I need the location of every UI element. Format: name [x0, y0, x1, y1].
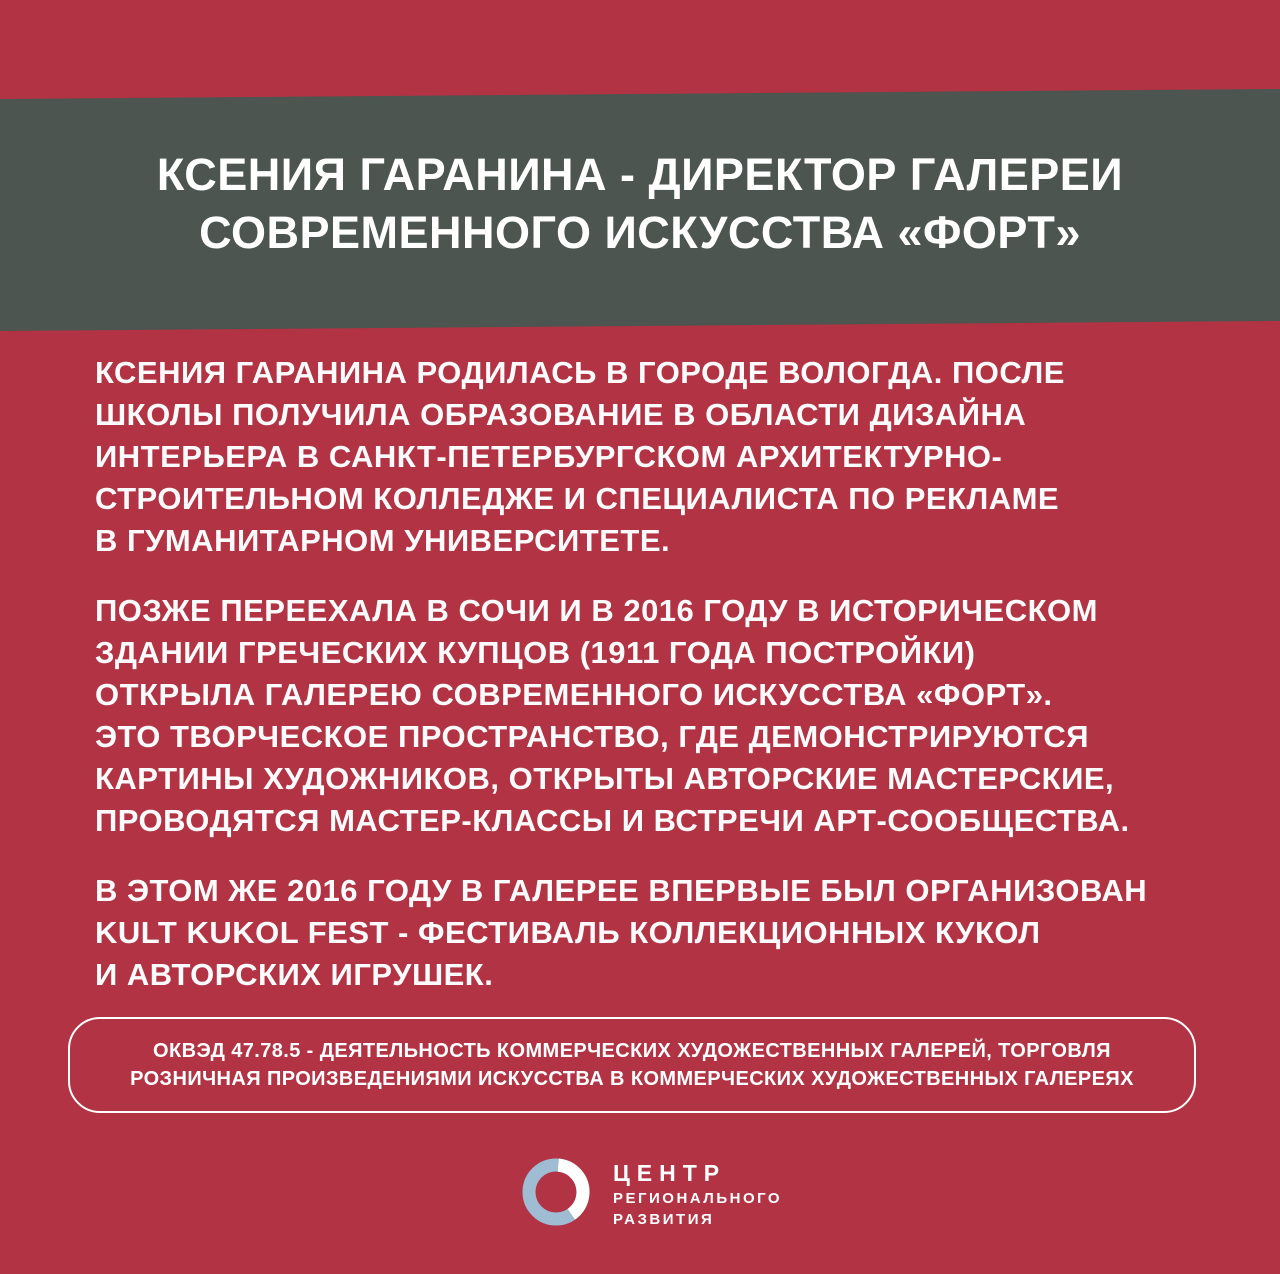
logo-text-line: РЕГИОНАЛЬНОГО	[613, 1190, 783, 1207]
body-line: В ЭТОМ ЖЕ 2016 ГОДУ В ГАЛЕРЕЕ ВПЕРВЫЕ БЫЛ ОРГАНИЗОВАН	[95, 873, 1148, 908]
body-line: И АВТОРСКИХ ИГРУШЕК.	[95, 957, 494, 992]
body-line: ЗДАНИИ ГРЕЧЕСКИХ КУПЦОВ (1911 ГОДА ПОСТРОЙКИ)	[95, 635, 976, 670]
body-line: В ГУМАНИТАРНОМ УНИВЕРСИТЕТЕ.	[95, 523, 671, 558]
paragraph-birth-education	[95, 352, 1235, 562]
page-title	[0, 146, 1280, 262]
okved-line: РОЗНИЧНАЯ ПРОИЗВЕДЕНИЯМИ ИСКУССТВА В КОММЕРЧЕСКИХ ХУДОЖЕСТВЕННЫХ ГАЛЕРЕЯХ	[130, 1068, 1134, 1090]
body-line: ПРОВОДЯТСЯ МАСТЕР-КЛАССЫ И ВСТРЕЧИ АРТ-СООБЩЕСТВА.	[95, 803, 1130, 838]
title-line: СОВРЕМЕННОГО ИСКУССТВА «ФОРТ»	[199, 207, 1081, 258]
paragraph-festival	[95, 870, 1235, 996]
center-regional-development-logo	[522, 1158, 782, 1228]
body-line: KULT KUKOL FEST - ФЕСТИВАЛЬ КОЛЛЕКЦИОННЫХ КУКОЛ	[95, 915, 1041, 950]
body-line: ШКОЛЫ ПОЛУЧИЛА ОБРАЗОВАНИЕ В ОБЛАСТИ ДИЗАЙНА	[95, 397, 1027, 432]
body-line: ИНТЕРЬЕРА В САНКТ-ПЕТЕРБУРГСКОМ АРХИТЕКТУРНО-	[95, 439, 1003, 474]
logo-wordmark	[613, 1158, 782, 1228]
logo-text-line: ЦЕНТР	[613, 1160, 727, 1186]
okved-info-box	[68, 1017, 1196, 1113]
biography-text	[95, 352, 1235, 996]
body-line: ПОЗЖЕ ПЕРЕЕХАЛА В СОЧИ И В 2016 ГОДУ В ИСТОРИЧЕСКОМ	[95, 593, 1098, 628]
ring-logo-icon	[522, 1158, 590, 1226]
paragraph-gallery-opening	[95, 590, 1235, 842]
okved-line: ОКВЭД 47.78.5 - ДЕЯТЕЛЬНОСТЬ КОММЕРЧЕСКИХ ХУДОЖЕСТВЕННЫХ ГАЛЕРЕЙ, ТОРГОВЛЯ	[153, 1040, 1111, 1062]
body-line: КСЕНИЯ ГАРАНИНА РОДИЛАСЬ В ГОРОДЕ ВОЛОГДА. ПОСЛЕ	[95, 355, 1065, 390]
logo-text-line: РАЗВИТИЯ	[613, 1211, 715, 1228]
body-line: ЭТО ТВОРЧЕСКОЕ ПРОСТРАНСТВО, ГДЕ ДЕМОНСТРИРУЮТСЯ	[95, 719, 1090, 754]
body-line: КАРТИНЫ ХУДОЖНИКОВ, ОТКРЫТЫ АВТОРСКИЕ МАСТЕРСКИЕ,	[95, 761, 1115, 796]
body-line: СТРОИТЕЛЬНОМ КОЛЛЕДЖЕ И СПЕЦИАЛИСТА ПО РЕКЛАМЕ	[95, 481, 1060, 516]
title-line: КСЕНИЯ ГАРАНИНА - ДИРЕКТОР ГАЛЕРЕИ	[156, 149, 1124, 200]
body-line: ОТКРЫЛА ГАЛЕРЕЮ СОВРЕМЕННОГО ИСКУССТВА «ФОРТ».	[95, 677, 1053, 712]
